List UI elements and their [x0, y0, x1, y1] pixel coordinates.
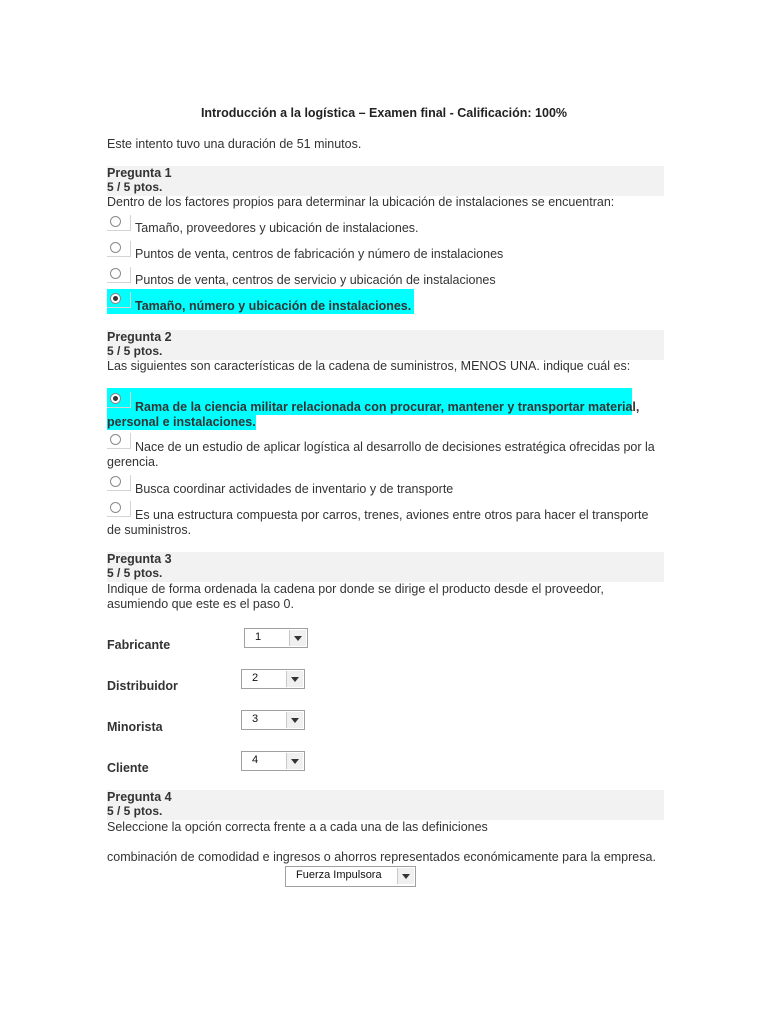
- page-title: Introducción a la logística – Examen final - Calificación: 100%: [200, 106, 568, 120]
- match-label-cliente: Cliente: [107, 761, 149, 775]
- question-4-definition: combinación de comodidad e ingresos o ahorros representados económicamente para la empresa.: [107, 850, 656, 864]
- select-fabricante[interactable]: [244, 628, 308, 648]
- option-label: Puntos de venta, centros de servicio y ubicación de instalaciones: [135, 273, 496, 287]
- dropdown-arrow-icon[interactable]: [397, 868, 414, 884]
- q1-option-2[interactable]: [107, 241, 662, 262]
- question-2-header: [107, 330, 664, 360]
- question-4-title: Pregunta 4: [107, 790, 172, 804]
- dropdown-arrow-icon[interactable]: [286, 671, 303, 687]
- question-1-header: [107, 166, 664, 196]
- question-3-title: Pregunta 3: [107, 552, 172, 566]
- q2-option-1[interactable]: [107, 392, 662, 430]
- q2-option-4[interactable]: [107, 501, 662, 538]
- select-definition-answer[interactable]: [285, 866, 416, 887]
- question-4-text: Seleccione la opción correcta frente a a cada una de las definiciones: [107, 820, 488, 834]
- match-label-distribuidor: Distribuidor: [107, 679, 178, 693]
- radio-button[interactable]: [107, 501, 131, 517]
- q1-option-4[interactable]: [107, 292, 662, 314]
- match-label-fabricante: Fabricante: [107, 638, 171, 652]
- question-3-points: 5 / 5 ptos.: [107, 566, 163, 580]
- question-1-title: Pregunta 1: [107, 166, 172, 180]
- question-2-text: Las siguientes son características de la cadena de suministros, MENOS UNA. indique cuál es:: [107, 359, 631, 373]
- radio-button-selected[interactable]: [107, 292, 131, 308]
- dropdown-arrow-icon[interactable]: [289, 630, 306, 646]
- select-value: Fuerza Impulsora: [296, 869, 382, 881]
- select-cliente[interactable]: [241, 751, 305, 771]
- question-4-points: 5 / 5 ptos.: [107, 804, 163, 818]
- radio-button[interactable]: [107, 433, 131, 449]
- question-1-points: 5 / 5 ptos.: [107, 180, 163, 194]
- question-2-points: 5 / 5 ptos.: [107, 344, 163, 358]
- option-label: Tamaño, número y ubicación de instalaciones.: [135, 299, 412, 313]
- radio-button-selected[interactable]: [107, 392, 131, 408]
- select-value: 1: [255, 631, 262, 643]
- radio-button[interactable]: [107, 241, 131, 257]
- select-minorista[interactable]: [241, 710, 305, 730]
- radio-button[interactable]: [107, 215, 131, 231]
- option-label: Es una estructura compuesta por carros, trenes, aviones entre otros para hacer el transporte de suministros.: [107, 508, 649, 537]
- dropdown-arrow-icon[interactable]: [286, 753, 303, 769]
- attempt-duration: Este intento tuvo una duración de 51 minutos.: [107, 137, 362, 151]
- option-label: Rama de la ciencia militar relacionada con procurar, mantener y transportar material, personal e instalaciones.: [107, 400, 640, 429]
- option-label: Puntos de venta, centros de fabricación y número de instalaciones: [135, 247, 504, 261]
- select-distribuidor[interactable]: [241, 669, 305, 689]
- question-3-text: Indique de forma ordenada la cadena por donde se dirige el producto desde el proveedor, asumiendo que este es el paso 0.: [107, 582, 604, 611]
- question-3-header: [107, 552, 664, 582]
- option-label: Busca coordinar actividades de inventario y de transporte: [135, 482, 454, 496]
- option-label: Nace de un estudio de aplicar logística al desarrollo de decisiones estratégica ofrecidas por la gerencia.: [107, 440, 655, 469]
- question-4-header: [107, 790, 664, 820]
- q1-option-1[interactable]: [107, 215, 662, 236]
- q2-option-3[interactable]: [107, 475, 662, 497]
- option-label: Tamaño, proveedores y ubicación de instalaciones.: [135, 221, 419, 235]
- select-value: 4: [252, 754, 259, 766]
- q2-option-2[interactable]: [107, 433, 662, 470]
- select-value: 2: [252, 672, 259, 684]
- dropdown-arrow-icon[interactable]: [286, 712, 303, 728]
- radio-button[interactable]: [107, 267, 131, 283]
- question-1-text: Dentro de los factores propios para determinar la ubicación de instalaciones se encuentran:: [107, 195, 615, 209]
- q1-option-3[interactable]: [107, 267, 662, 288]
- select-value: 3: [252, 713, 259, 725]
- question-2-title: Pregunta 2: [107, 330, 172, 344]
- radio-button[interactable]: [107, 475, 131, 491]
- match-label-minorista: Minorista: [107, 720, 163, 734]
